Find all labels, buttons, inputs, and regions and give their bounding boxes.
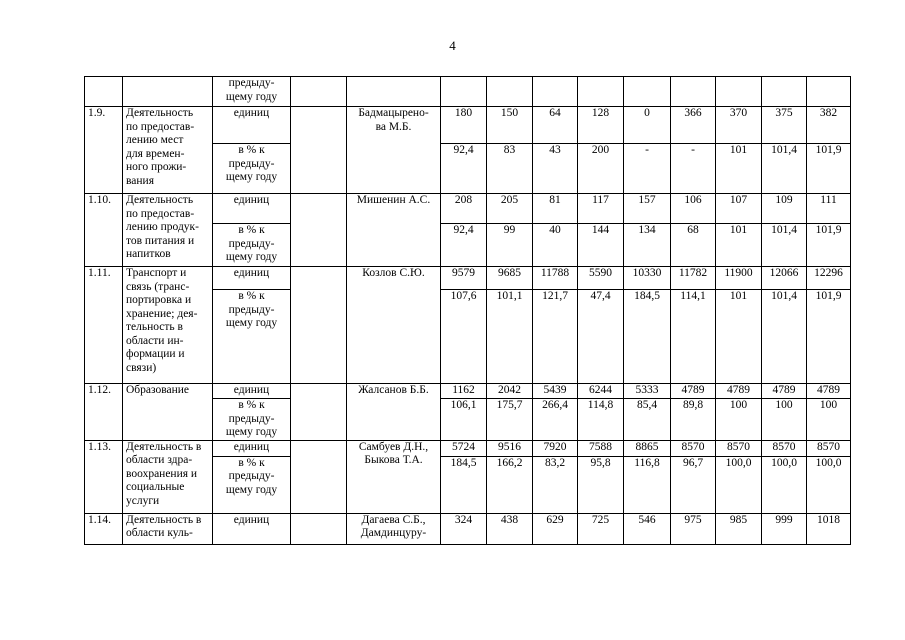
value-cell: 114,1 bbox=[671, 290, 716, 384]
value-cell: 128 bbox=[578, 107, 624, 144]
value-cell: 8570 bbox=[807, 440, 851, 456]
value-cell: 101,9 bbox=[807, 144, 851, 194]
value-cell: 9685 bbox=[487, 267, 533, 290]
value-cell: 985 bbox=[716, 513, 762, 544]
value-cell: 85,4 bbox=[624, 399, 671, 441]
value-cell: 382 bbox=[807, 107, 851, 144]
unit-label: предыду- щему году bbox=[213, 77, 291, 107]
value-cell: 4789 bbox=[671, 384, 716, 399]
value-cell: 64 bbox=[533, 107, 578, 144]
value-cell: 101,4 bbox=[762, 224, 807, 267]
responsible-person: Жалсанов Б.Б. bbox=[347, 384, 441, 441]
responsible-person: Мишенин А.С. bbox=[347, 194, 441, 267]
unit-label: в % к предыду- щему году bbox=[213, 399, 291, 441]
value-cell: 1018 bbox=[807, 513, 851, 544]
table-row bbox=[85, 194, 851, 224]
value-cell: 100,0 bbox=[807, 456, 851, 513]
value-cell: 100 bbox=[762, 399, 807, 441]
row-number: 1.14. bbox=[85, 513, 123, 544]
value-cell: 1162 bbox=[441, 384, 487, 399]
value-cell: 5439 bbox=[533, 384, 578, 399]
value-cell: 107 bbox=[716, 194, 762, 224]
value-cell: 10330 bbox=[624, 267, 671, 290]
value-cell: 9516 bbox=[487, 440, 533, 456]
activity-name: Деятельность по предостав- лению продук- тов питания и напитков bbox=[123, 194, 213, 267]
value-cell: 4789 bbox=[807, 384, 851, 399]
value-cell: 5724 bbox=[441, 440, 487, 456]
value-cell: 8570 bbox=[762, 440, 807, 456]
value-cell: 4789 bbox=[762, 384, 807, 399]
value-cell: 324 bbox=[441, 513, 487, 544]
activity-name: Образование bbox=[123, 384, 213, 441]
responsible-person: Козлов С.Ю. bbox=[347, 267, 441, 384]
indicators-table bbox=[84, 76, 851, 545]
row-number: 1.13. bbox=[85, 440, 123, 513]
value-cell: 175,7 bbox=[487, 399, 533, 441]
value-cell: 266,4 bbox=[533, 399, 578, 441]
value-cell: 180 bbox=[441, 107, 487, 144]
empty-cell bbox=[291, 384, 347, 441]
row-number: 1.11. bbox=[85, 267, 123, 384]
value-cell: 4789 bbox=[716, 384, 762, 399]
unit-label: единиц bbox=[213, 267, 291, 290]
value-cell: 2042 bbox=[487, 384, 533, 399]
value-cell: 166,2 bbox=[487, 456, 533, 513]
value-cell: 101,9 bbox=[807, 224, 851, 267]
value-cell: 975 bbox=[671, 513, 716, 544]
value-cell: 89,8 bbox=[671, 399, 716, 441]
value-cell: 114,8 bbox=[578, 399, 624, 441]
value-cell: 111 bbox=[807, 194, 851, 224]
value-cell: 109 bbox=[762, 194, 807, 224]
value-cell: 12066 bbox=[762, 267, 807, 290]
value-cell: 8865 bbox=[624, 440, 671, 456]
unit-label: в % к предыду- щему году bbox=[213, 290, 291, 384]
value-cell: 81 bbox=[533, 194, 578, 224]
value-cell: 5590 bbox=[578, 267, 624, 290]
value-cell: 546 bbox=[624, 513, 671, 544]
value-cell: 366 bbox=[671, 107, 716, 144]
value-cell: 9579 bbox=[441, 267, 487, 290]
value-cell: 99 bbox=[487, 224, 533, 267]
value-cell: 101 bbox=[716, 224, 762, 267]
value-cell: 8570 bbox=[671, 440, 716, 456]
page-number: 4 bbox=[449, 38, 456, 53]
value-cell: 100,0 bbox=[716, 456, 762, 513]
value-cell: 184,5 bbox=[441, 456, 487, 513]
value-cell: 7920 bbox=[533, 440, 578, 456]
value-cell: 68 bbox=[671, 224, 716, 267]
empty-cell bbox=[291, 267, 347, 384]
value-cell: 11900 bbox=[716, 267, 762, 290]
table-row bbox=[85, 107, 851, 144]
row-number: 1.10. bbox=[85, 194, 123, 267]
value-cell: 100,0 bbox=[762, 456, 807, 513]
unit-label: единиц bbox=[213, 194, 291, 224]
value-cell: 725 bbox=[578, 513, 624, 544]
value-cell: 205 bbox=[487, 194, 533, 224]
value-cell: 134 bbox=[624, 224, 671, 267]
value-cell: 106,1 bbox=[441, 399, 487, 441]
value-cell: 7588 bbox=[578, 440, 624, 456]
unit-label: единиц bbox=[213, 384, 291, 399]
value-cell: 101,4 bbox=[762, 144, 807, 194]
value-cell: 11788 bbox=[533, 267, 578, 290]
value-cell: 95,8 bbox=[578, 456, 624, 513]
value-cell: 12296 bbox=[807, 267, 851, 290]
value-cell: 5333 bbox=[624, 384, 671, 399]
value-cell: 117 bbox=[578, 194, 624, 224]
value-cell: 106 bbox=[671, 194, 716, 224]
value-cell: 83 bbox=[487, 144, 533, 194]
empty-cell bbox=[291, 513, 347, 544]
table-row bbox=[85, 384, 851, 399]
value-cell: 157 bbox=[624, 194, 671, 224]
value-cell: 107,6 bbox=[441, 290, 487, 384]
value-cell: - bbox=[671, 144, 716, 194]
unit-label: единиц bbox=[213, 107, 291, 144]
value-cell: 101 bbox=[716, 290, 762, 384]
value-cell: 121,7 bbox=[533, 290, 578, 384]
row-number: 1.12. bbox=[85, 384, 123, 441]
value-cell: 999 bbox=[762, 513, 807, 544]
continuation-row bbox=[85, 77, 851, 107]
value-cell: 6244 bbox=[578, 384, 624, 399]
empty-cell bbox=[291, 107, 347, 194]
value-cell: 92,4 bbox=[441, 224, 487, 267]
value-cell: 200 bbox=[578, 144, 624, 194]
value-cell: 101,4 bbox=[762, 290, 807, 384]
value-cell: - bbox=[624, 144, 671, 194]
value-cell: 11782 bbox=[671, 267, 716, 290]
value-cell: 629 bbox=[533, 513, 578, 544]
unit-label: единиц bbox=[213, 440, 291, 456]
value-cell: 100 bbox=[807, 399, 851, 441]
value-cell: 83,2 bbox=[533, 456, 578, 513]
table-row bbox=[85, 267, 851, 290]
value-cell: 370 bbox=[716, 107, 762, 144]
value-cell: 150 bbox=[487, 107, 533, 144]
responsible-person: Самбуев Д.Н., Быкова Т.А. bbox=[347, 440, 441, 513]
value-cell: 47,4 bbox=[578, 290, 624, 384]
unit-label: в % к предыду- щему году bbox=[213, 224, 291, 267]
value-cell: 40 bbox=[533, 224, 578, 267]
activity-name: Транспорт и связь (транс- портировка и хранение; дея- тельность в области ин- формации и связи) bbox=[123, 267, 213, 384]
value-cell: 184,5 bbox=[624, 290, 671, 384]
row-number: 1.9. bbox=[85, 107, 123, 194]
value-cell: 100 bbox=[716, 399, 762, 441]
empty-cell bbox=[291, 440, 347, 513]
table-row bbox=[85, 513, 851, 544]
value-cell: 144 bbox=[578, 224, 624, 267]
unit-label: единиц bbox=[213, 513, 291, 544]
value-cell: 101,1 bbox=[487, 290, 533, 384]
unit-label: в % к предыду- щему году bbox=[213, 144, 291, 194]
value-cell: 8570 bbox=[716, 440, 762, 456]
value-cell: 96,7 bbox=[671, 456, 716, 513]
value-cell: 92,4 bbox=[441, 144, 487, 194]
value-cell: 438 bbox=[487, 513, 533, 544]
responsible-person: Бадмацырено- ва М.Б. bbox=[347, 107, 441, 194]
value-cell: 375 bbox=[762, 107, 807, 144]
activity-name: Деятельность в области куль- bbox=[123, 513, 213, 544]
value-cell: 0 bbox=[624, 107, 671, 144]
value-cell: 101 bbox=[716, 144, 762, 194]
table-row bbox=[85, 440, 851, 456]
activity-name: Деятельность в области здра- воохранения и социальные услуги bbox=[123, 440, 213, 513]
value-cell: 208 bbox=[441, 194, 487, 224]
empty-cell bbox=[291, 194, 347, 267]
responsible-person: Дагаева С.Б., Дамдинцуру- bbox=[347, 513, 441, 544]
value-cell: 43 bbox=[533, 144, 578, 194]
unit-label: в % к предыду- щему году bbox=[213, 456, 291, 513]
value-cell: 116,8 bbox=[624, 456, 671, 513]
activity-name: Деятельность по предостав- лению мест для времен- ного прожи- вания bbox=[123, 107, 213, 194]
value-cell: 101,9 bbox=[807, 290, 851, 384]
